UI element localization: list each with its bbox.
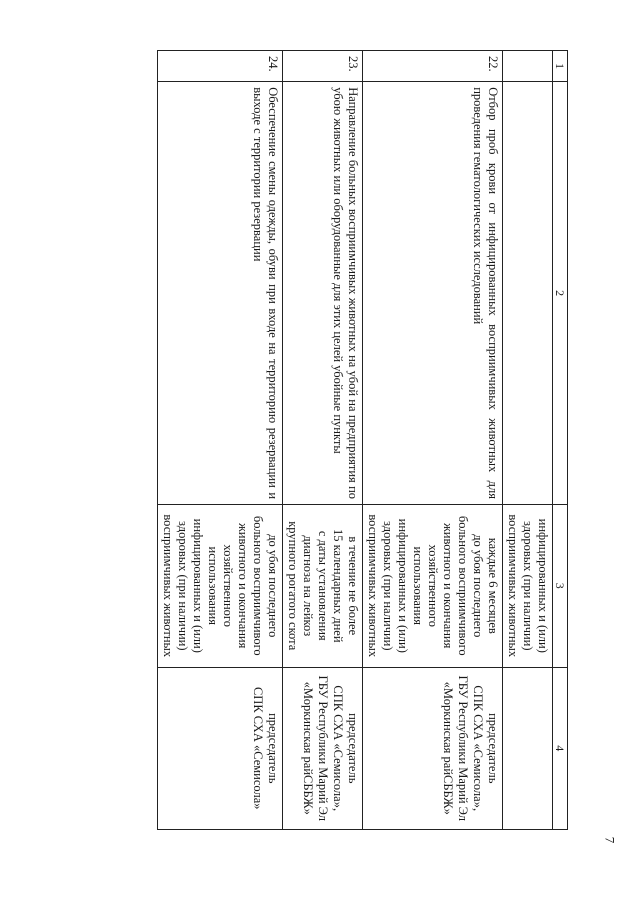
- row-action: [502, 82, 552, 505]
- row-responsible: [502, 667, 552, 830]
- row-action: Направление больных восприимчивых животных на убой на предприятия по убою животных или оборудованные для этих целей убойные пункты: [282, 82, 362, 505]
- column-header-3: 3: [552, 505, 567, 667]
- row-number: 23.: [282, 51, 362, 82]
- page-number: 7: [602, 836, 618, 844]
- row-responsible: председатель СПК СХА «Семисола»: [157, 667, 282, 830]
- row-term: инфицированных и (или) здоровых (при наличии) восприимчивых животных: [502, 505, 552, 667]
- row-number: 24.: [157, 51, 282, 82]
- column-header-1: 1: [552, 51, 567, 82]
- measures-table-rotated: [68, 50, 568, 830]
- row-action: Обеспечение смены одежды, обуви при входе на территорию резервации и выходе с территории резервации: [157, 82, 282, 505]
- row-responsible: председатель СПК СХА «Семисола», ГБУ Республики Марий Эл «Моркинская райСББЖ»: [362, 667, 502, 830]
- row-term: в течение не более 15 календарных дней с даты установления диагноза на лейкоз крупного рогатого скота: [282, 505, 362, 667]
- column-header-4: 4: [552, 667, 567, 830]
- row-term: каждые 6 месяцев до убоя последнего больного восприимчивого животного и окончания хозяйственного использования инфицированных и (или) здоровых (при наличии) восприимчивых животных: [362, 505, 502, 667]
- row-responsible: председатель СПК СХА «Семисола», ГБУ Республики Марий Эл «Моркинская райСББЖ»: [282, 667, 362, 830]
- table-row-continuation: [502, 51, 552, 830]
- table-row: [157, 51, 282, 830]
- table-header-row: [552, 51, 567, 830]
- table-row: [282, 51, 362, 830]
- row-term: до убоя последнего больного восприимчивого животного и окончания хозяйственного использования инфицированных и (или) здоровых (при наличии) восприимчивых животных: [157, 505, 282, 667]
- row-number: 22.: [362, 51, 502, 82]
- row-action: Отбор проб крови от инфицированных восприимчивых животных для проведения гематологических исследований: [362, 82, 502, 505]
- table-row: [362, 51, 502, 830]
- row-number: [502, 51, 552, 82]
- column-header-2: 2: [552, 82, 567, 505]
- measures-table: [157, 50, 568, 830]
